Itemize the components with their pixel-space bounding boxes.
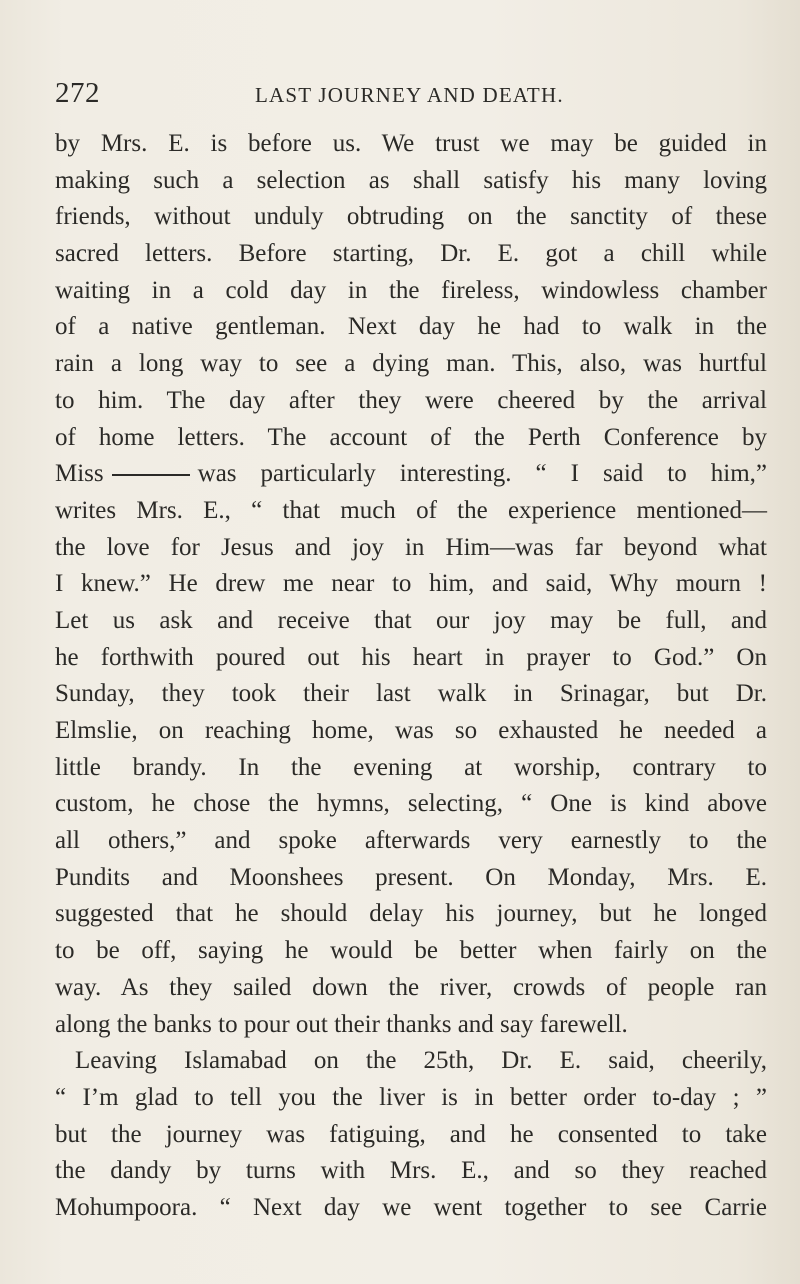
running-title: LAST JOURNEY AND DEATH.: [255, 83, 564, 107]
text-line: Let us ask and receive that our joy may be full, and: [55, 606, 767, 634]
text-line: way. As they sailed down the river, crowds of people ran: [55, 973, 767, 1001]
text-line: rain a long way to see a dying man. This, also, was hurtful: [55, 350, 767, 378]
text-line: little brandy. In the evening at worship, contrary to: [55, 753, 767, 781]
text-line: of a native gentleman. Next day he had to walk in the: [55, 313, 767, 341]
text-line: custom, he chose the hymns, selecting, “ One is kind above: [55, 790, 767, 818]
text-line: sacred letters. Before starting, Dr. E. got a chill while: [55, 240, 767, 268]
text-line: to him. The day after they were cheered by the arrival: [55, 386, 767, 414]
text-line-with-dash: [55, 456, 767, 493]
text-line: waiting in a cold day in the fireless, windowless chamber: [55, 276, 767, 304]
text-line: Mohumpoora. “ Next day we went together to see Carrie: [55, 1193, 767, 1221]
text-line: suggested that he should delay his journey, but he longed: [55, 900, 767, 928]
page-header: [55, 77, 767, 117]
text-line-paragraph-start: Leaving Islamabad on the 25th, Dr. E. said, cheerily,: [75, 1047, 767, 1075]
body-text: [55, 126, 767, 1227]
text-line: of home letters. The account of the Perth Conference by: [55, 423, 767, 451]
text-line: but the journey was fatiguing, and he consented to take: [55, 1120, 767, 1148]
text-line: Sunday, they took their last walk in Srinagar, but Dr.: [55, 680, 767, 708]
text-line: I knew.” He drew me near to him, and said, Why mourn !: [55, 570, 767, 598]
text-line: the love for Jesus and joy in Him—was far beyond what: [55, 533, 767, 561]
text-line: “ I’m glad to tell you the liver is in better order to-day ; ”: [55, 1083, 767, 1111]
text-line: along the banks to pour out their thanks and say farewell.: [55, 1010, 628, 1038]
text-line: Pundits and Moonshees present. On Monday, Mrs. E.: [55, 863, 767, 891]
text-line: the dandy by turns with Mrs. E., and so they reached: [55, 1157, 767, 1185]
page-number: 272: [55, 77, 100, 109]
text-line: by Mrs. E. is before us. We trust we may be guided in: [55, 130, 767, 157]
em-dash-rule: [112, 474, 190, 476]
text-line: all others,” and spoke afterwards very earnestly to the: [55, 827, 767, 855]
text-line: to be off, saying he would be better when fairly on the: [55, 937, 767, 965]
text-line: friends, without unduly obtruding on the sanctity of these: [55, 203, 767, 231]
line-remainder: was particularly interesting. “ I said to him,”: [197, 460, 767, 488]
text-line: writes Mrs. E., “ that much of the experience mentioned—: [55, 496, 767, 524]
text-line: Elmslie, on reaching home, was so exhausted he needed a: [55, 717, 767, 744]
miss-word: Miss: [55, 460, 104, 488]
text-line: making such a selection as shall satisfy his many loving: [55, 166, 767, 194]
text-line: he forthwith poured out his heart in prayer to God.” On: [55, 643, 767, 671]
